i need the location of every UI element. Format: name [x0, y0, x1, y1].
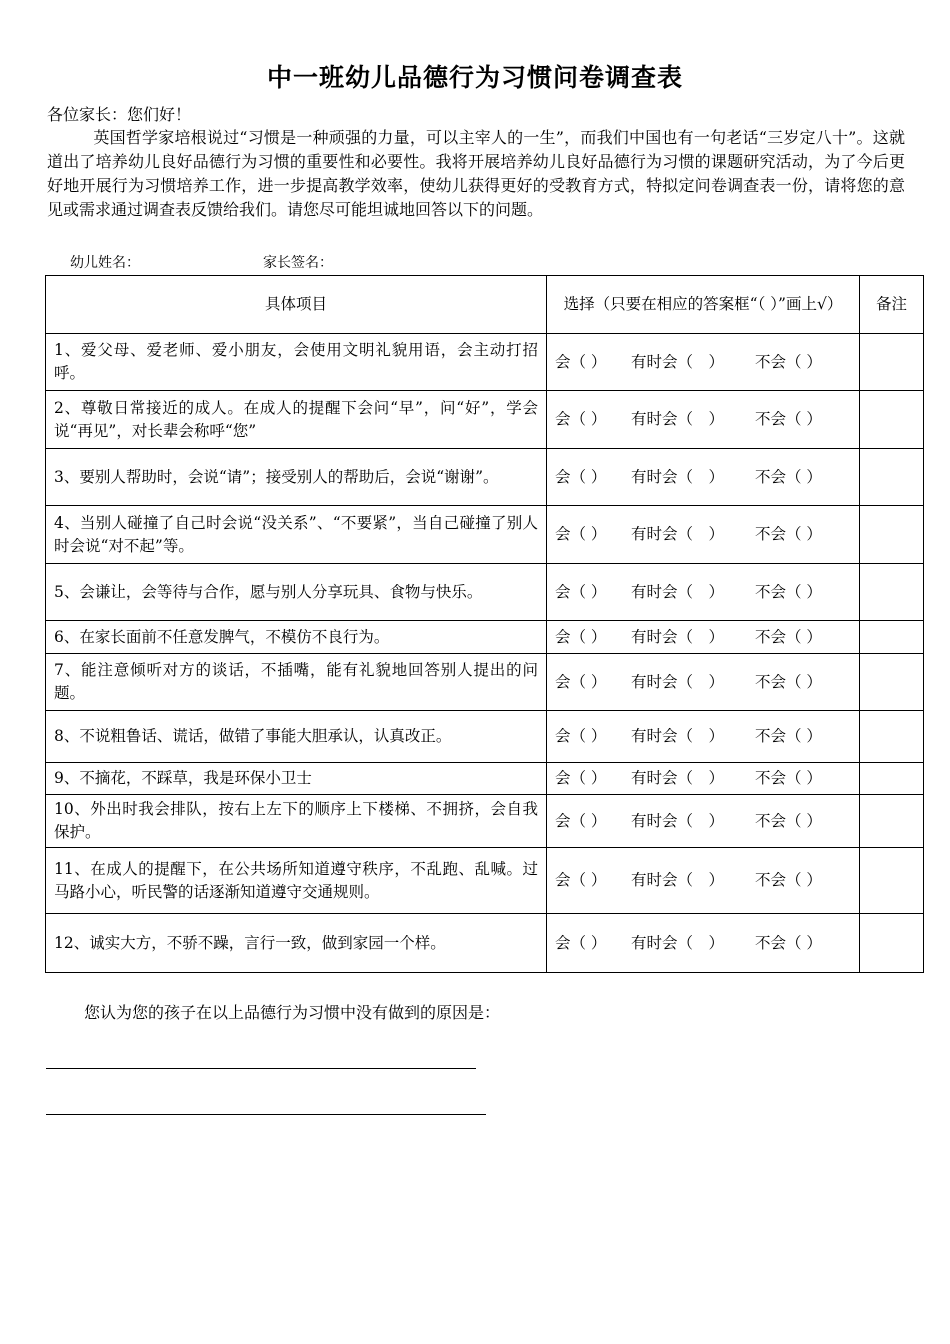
option-yes[interactable]: 会（ ）	[555, 811, 607, 830]
choice-cell	[547, 334, 860, 391]
note-cell[interactable]	[860, 763, 924, 795]
item-text: 11、在成人的提醒下，在公共场所知道遵守秩序，不乱跑、乱喊。过马路小心，听民警的话逐渐知道遵守交通规则。	[46, 848, 547, 914]
option-sometimes[interactable]: 有时会（ ）	[631, 582, 725, 601]
option-no[interactable]: 不会（ ）	[755, 672, 822, 691]
option-yes[interactable]: 会（ ）	[555, 933, 607, 952]
choice-cell	[547, 391, 860, 449]
survey-table	[45, 275, 924, 973]
choice-cell	[547, 449, 860, 506]
option-no[interactable]: 不会（ ）	[755, 467, 822, 486]
note-cell[interactable]	[860, 711, 924, 763]
note-cell[interactable]	[860, 795, 924, 848]
choice-cell	[547, 763, 860, 795]
option-sometimes[interactable]: 有时会（ ）	[631, 525, 725, 543]
header-choice: 选择（只要在相应的答案框“（ ）”画上√）	[547, 276, 860, 334]
option-sometimes[interactable]: 有时会（ ）	[631, 811, 725, 830]
option-yes[interactable]: 会（ ）	[555, 871, 607, 889]
table-row	[46, 449, 924, 506]
note-cell[interactable]	[860, 654, 924, 711]
item-text: 7、能注意倾听对方的谈话，不插嘴，能有礼貌地回答别人提出的问题。	[46, 654, 547, 711]
option-sometimes[interactable]: 有时会（ ）	[631, 352, 725, 371]
note-cell[interactable]	[860, 621, 924, 654]
table-row	[46, 711, 924, 763]
option-yes[interactable]: 会（ ）	[555, 727, 607, 745]
option-sometimes[interactable]: 有时会（ ）	[631, 727, 725, 745]
choice-cell	[547, 621, 860, 654]
option-yes[interactable]: 会（ ）	[555, 352, 607, 371]
reason-question: 您认为您的孩子在以上品德行为习惯中没有做到的原因是：	[84, 1003, 501, 1022]
note-cell[interactable]	[860, 449, 924, 506]
option-no[interactable]: 不会（ ）	[755, 871, 822, 889]
option-no[interactable]: 不会（ ）	[755, 727, 822, 745]
greeting: 各位家长：您们好！	[47, 105, 192, 124]
answer-line[interactable]	[46, 1068, 476, 1069]
option-yes[interactable]: 会（ ）	[555, 467, 607, 486]
option-no[interactable]: 不会（ ）	[755, 582, 822, 601]
answer-line[interactable]	[46, 1114, 486, 1115]
page-title: 中一班幼儿品德行为习惯问卷调查表	[266, 63, 683, 92]
item-text: 4、当别人碰撞了自己时会说“没关系”、“不要紧”，当自己碰撞了别人时会说“对不起”等。	[46, 506, 547, 564]
item-text: 2、尊敬日常接近的成人。在成人的提醒下会问“早”，问“好”，学会说“再见”，对长辈会称呼“您”	[46, 391, 547, 449]
choice-cell	[547, 564, 860, 621]
choice-cell	[547, 654, 860, 711]
option-no[interactable]: 不会（ ）	[755, 933, 822, 952]
table-row	[46, 654, 924, 711]
option-sometimes[interactable]: 有时会（ ）	[631, 467, 725, 486]
table-header-row	[46, 276, 924, 334]
table-row	[46, 848, 924, 914]
option-sometimes[interactable]: 有时会（ ）	[631, 871, 725, 889]
item-text: 3、要别人帮助时，会说“请”；接受别人的帮助后，会说“谢谢”。	[46, 449, 547, 506]
parent-sign-label: 家长签名：	[263, 255, 333, 271]
header-note: 备注	[860, 276, 924, 334]
option-yes[interactable]: 会（ ）	[555, 410, 607, 428]
table-row	[46, 564, 924, 621]
table-row	[46, 914, 924, 973]
option-no[interactable]: 不会（ ）	[755, 525, 822, 543]
note-cell[interactable]	[860, 914, 924, 973]
choice-cell	[547, 795, 860, 848]
note-cell[interactable]	[860, 391, 924, 449]
option-yes[interactable]: 会（ ）	[555, 769, 607, 787]
option-no[interactable]: 不会（ ）	[755, 352, 822, 371]
choice-cell	[547, 711, 860, 763]
table-row	[46, 391, 924, 449]
table-row	[46, 763, 924, 795]
option-no[interactable]: 不会（ ）	[755, 769, 822, 787]
option-sometimes[interactable]: 有时会（ ）	[631, 410, 725, 428]
item-text: 9、不摘花，不踩草，我是环保小卫士	[46, 763, 547, 795]
child-name-label: 幼儿姓名：	[70, 255, 140, 271]
option-sometimes[interactable]: 有时会（ ）	[631, 627, 725, 646]
choice-cell	[547, 848, 860, 914]
note-cell[interactable]	[860, 334, 924, 391]
option-sometimes[interactable]: 有时会（ ）	[631, 933, 725, 952]
choice-cell	[547, 914, 860, 973]
note-cell[interactable]	[860, 564, 924, 621]
item-text: 10、外出时我会排队，按右上左下的顺序上下楼梯、不拥挤，会自我保护。	[46, 795, 547, 848]
table-row	[46, 795, 924, 848]
header-item: 具体项目	[46, 276, 547, 334]
item-text: 1、爱父母、爱老师、爱小朋友，会使用文明礼貌用语，会主动打招呼。	[46, 334, 547, 391]
table-row	[46, 506, 924, 564]
choice-cell	[547, 506, 860, 564]
option-yes[interactable]: 会（ ）	[555, 672, 607, 691]
item-text: 8、不说粗鲁话、谎话，做错了事能大胆承认，认真改正。	[46, 711, 547, 763]
item-text: 6、在家长面前不任意发脾气，不模仿不良行为。	[46, 621, 547, 654]
option-yes[interactable]: 会（ ）	[555, 582, 607, 601]
item-text: 5、会谦让，会等待与合作，愿与别人分享玩具、食物与快乐。	[46, 564, 547, 621]
table-row	[46, 334, 924, 391]
option-yes[interactable]: 会（ ）	[555, 525, 607, 543]
option-no[interactable]: 不会（ ）	[755, 811, 822, 830]
option-sometimes[interactable]: 有时会（ ）	[631, 769, 725, 787]
option-no[interactable]: 不会（ ）	[755, 410, 822, 428]
option-yes[interactable]: 会（ ）	[555, 627, 607, 646]
note-cell[interactable]	[860, 506, 924, 564]
intro-paragraph: 英国哲学家培根说过“习惯是一种顽强的力量，可以主宰人的一生”，而我们中国也有一句老话“三岁定八十”。这就道出了培养幼儿良好品德行为习惯的重要性和必要性。我将开展培养幼儿良好品德行为习惯的课题研究活动，为了今后更好地开展行为习惯培养工作，进一步提高教学效率，使幼儿获得更好的受教育方式，特拟定问卷调查表一份，请将您的意见或需求通过调查表反馈给我们。请您尽可能坦诚地回答以下的问题。	[47, 128, 905, 219]
item-text: 12、诚实大方，不骄不躁，言行一致，做到家园一个样。	[46, 914, 547, 973]
option-no[interactable]: 不会（ ）	[755, 627, 822, 646]
table-row	[46, 621, 924, 654]
option-sometimes[interactable]: 有时会（ ）	[631, 672, 725, 691]
note-cell[interactable]	[860, 848, 924, 914]
